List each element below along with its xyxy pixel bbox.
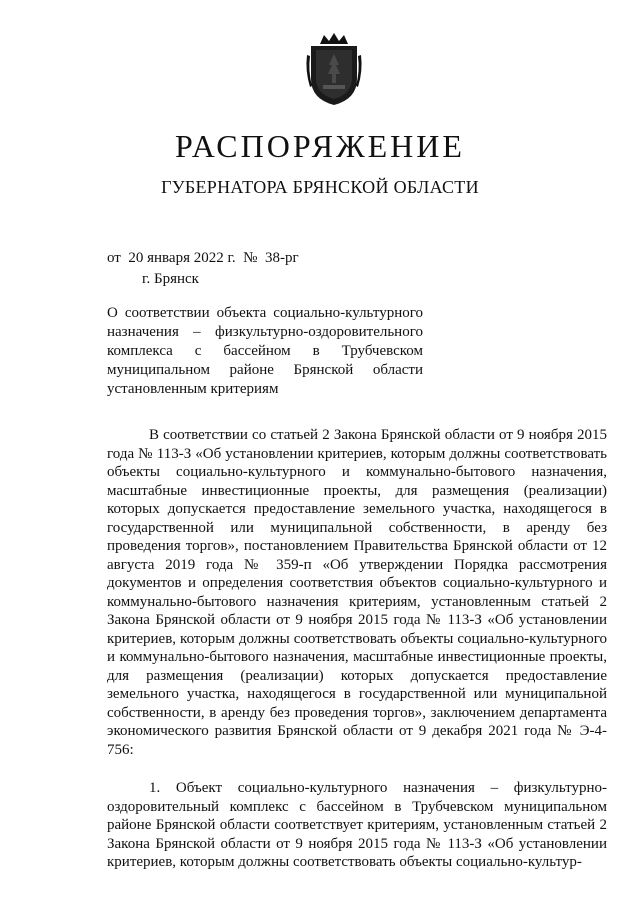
document-body <box>107 426 607 892</box>
document-place: г. Брянск <box>142 271 199 287</box>
document-date-number: от 20 января 2022 г. № 38-рг <box>107 250 299 266</box>
coat-of-arms-icon <box>303 31 365 107</box>
document-issuer: ГУБЕРНАТОРА БРЯНСКОЙ ОБЛАСТИ <box>161 177 479 197</box>
document-subject: О соответствии объекта социально-культурного назначения – физкультурно-оздоровительного комплекса с бассейном в Трубчевском муниципальном районе Брянской области установленным критериям <box>107 305 423 397</box>
document-type: РАСПОРЯЖЕНИЕ <box>175 128 465 164</box>
body-paragraph: В соответствии со статьей 2 Закона Брянской области от 9 ноября 2015 года № 113-З «Об установлении критериев, которым должны соответствовать объекты социально-культурного и коммунально-бытового назначения, масштабные инвестиционные проекты, для размещения (реализации) которых допускается предоставление земельного участка, находящегося в государственной или муниципальной собственности, в аренду без проведения торгов», постановлением Правительства Брянской области от 12 августа 2019 года № 359-п «Об утверждении Порядка рассмотрения документов и определения соответствия объектов социально-культурного и коммунально-бытового назначения критериям, установленным статьей 2 Закона Брянской области от 9 ноября 2015 года № 113-З «Об установлении критериев, которым должны соответствовать объекты социально-культурного и коммунально-бытового назначения, масштабные инвестиционные проекты, для размещения (реализации) которых допускается предоставление земельного участка, находящегося в государственной или муниципальной собственности, в аренду без проведения торгов», заключением департамента экономического развития Брянской области от 9 декабря 2021 года № Э-4-756: <box>107 427 607 758</box>
body-paragraph: 1. Объект социально-культурного назначения – физкультурно-оздоровительный комплекс с бассейном в Трубчевском муниципальном районе Брянской области соответствует критериям, установленным статьей 2 Закона Брянской области от 9 ноября 2015 года № 113-З «Об установлении критериев, которым должны соответствовать объекты социально-культур- <box>107 780 607 870</box>
